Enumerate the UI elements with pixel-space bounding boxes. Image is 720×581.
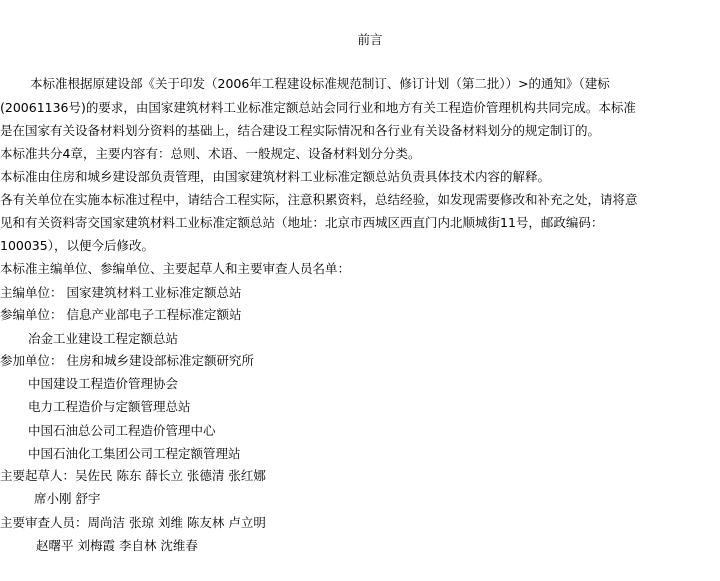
paragraph-line: 中国石油总公司工程造价管理中心 xyxy=(28,423,216,438)
paragraph-line: (20061136号)的要求，由国家建筑材料工业标准定额总站会同行业和地方有关工程造价管理机构共同完成。本标准 xyxy=(0,100,636,115)
document-title: 前言 xyxy=(357,32,383,47)
paragraph-line: 见和有关资料寄交国家建筑材料工业标准定额总站（地址：北京市西城区西直门内北顺城街11号，邮政编码： xyxy=(0,215,604,230)
paragraph-line: 本标准主编单位、参编单位、主要起草人和主要审查人员名单： xyxy=(0,261,351,276)
paragraph-line: 本标准共分4章，主要内容有：总则、术语、一般规定、设备材料划分分类。 xyxy=(0,146,421,161)
paragraph-line: 是在国家有关设备材料划分资料的基础上，结合建设工程实际情况和各行业有关设备材料划分的规定制订的。 xyxy=(0,123,601,138)
paragraph-line: 中国石油化工集团公司工程定额管理站 xyxy=(28,446,241,461)
paragraph-line: 本标准根据原建设部《关于印发（2006年工程建设标准规范制订、修订计划（第二批））>的通知》（建标 xyxy=(30,76,610,91)
paragraph-line: 主要审查人员：周尚洁 张琼 刘维 陈友林 卢立明 xyxy=(0,515,266,530)
paragraph-line: 席小刚 舒宇 xyxy=(34,491,101,506)
paragraph-line: 冶金工业建设工程定额总站 xyxy=(28,331,179,346)
paragraph-line: 赵曙平 刘梅霞 李自林 沈维春 xyxy=(36,538,198,553)
paragraph-line: 参编单位： 信息产业部电子工程标准定额站 xyxy=(0,307,242,322)
paragraph-line: 参加单位： 住房和城乡建设部标准定额研究所 xyxy=(0,353,254,368)
paragraph-line: 各有关单位在实施本标准过程中，请结合工程实际，注意积累资料，总结经验，如发现需要修改和补充之处，请将意 xyxy=(0,192,638,207)
paragraph-line: 本标准由住房和城乡建设部负责管理，由国家建筑材料工业标准定额总站负责具体技术内容的解释。 xyxy=(0,169,551,184)
paragraph-line: 电力工程造价与定额管理总站 xyxy=(28,399,191,414)
paragraph-line: 主要起草人：吴佐民 陈东 薛长立 张德清 张红娜 xyxy=(0,468,266,483)
paragraph-line: 中国建设工程造价管理协会 xyxy=(28,376,179,391)
paragraph-line: 100035），以便今后修改。 xyxy=(0,238,154,253)
paragraph-line: 主编单位： 国家建筑材料工业标准定额总站 xyxy=(0,285,242,300)
